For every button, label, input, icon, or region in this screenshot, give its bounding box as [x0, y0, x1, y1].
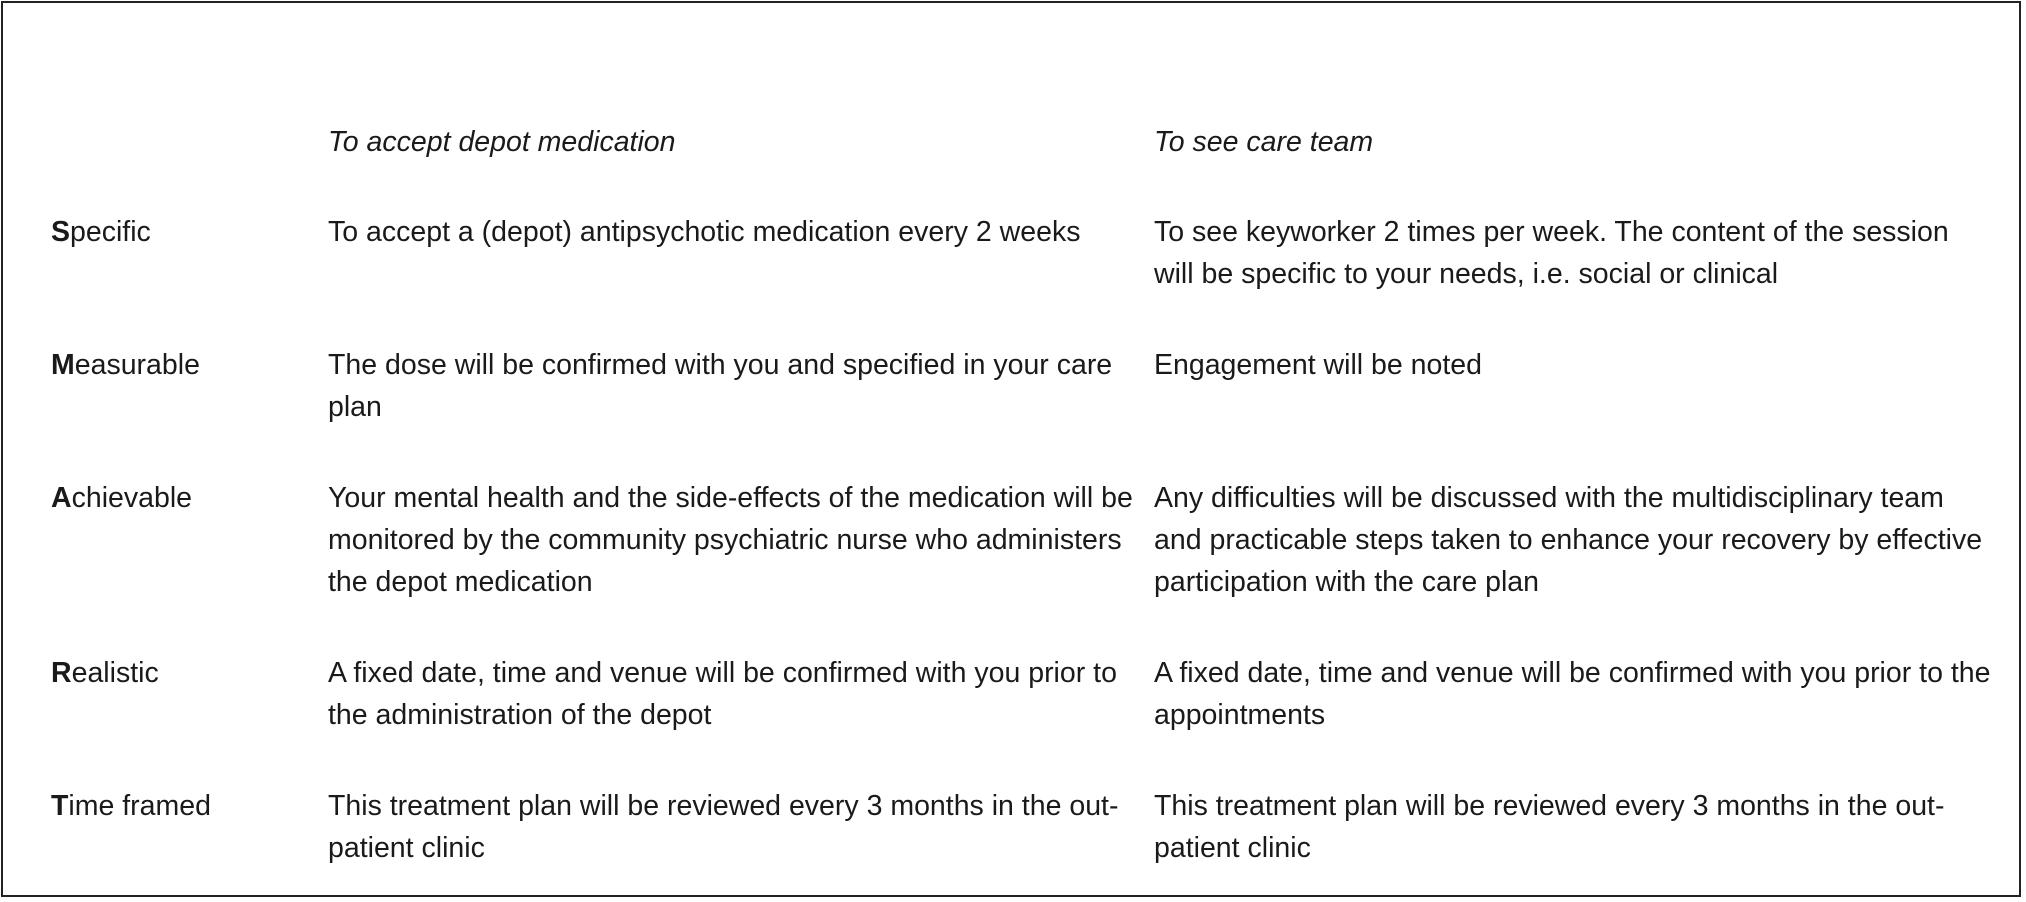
cell-text: A fixed date, time and venue will be confirmed with you prior to the appointments — [1154, 657, 1991, 731]
cell-text: A fixed date, time and venue will be confirmed with you prior to the administration of the depot — [328, 657, 1117, 731]
row-label-rest: ime framed — [68, 790, 211, 822]
row-initial: T — [51, 790, 69, 822]
cell-care-team-measurable — [1154, 344, 2011, 477]
table-row — [51, 785, 2011, 869]
row-label-realistic — [51, 652, 328, 785]
row-label-measurable — [51, 344, 328, 477]
row-initial: S — [51, 216, 71, 248]
row-label-specific — [51, 211, 328, 344]
row-label-time-framed — [51, 785, 328, 869]
row-label-rest: pecific — [70, 216, 151, 248]
row-initial: R — [51, 657, 72, 689]
cell-text: This treatment plan will be reviewed every 3 months in the out-patient clinic — [1154, 790, 1945, 864]
header-goal-care-team: To see care team — [1154, 126, 1374, 158]
table-row — [51, 652, 2011, 785]
table-row — [51, 211, 2011, 344]
cell-depot-measurable — [328, 344, 1154, 477]
table-row — [51, 344, 2011, 477]
row-initial: A — [51, 482, 72, 514]
cell-depot-time-framed — [328, 785, 1154, 869]
cell-depot-specific — [328, 211, 1154, 344]
cell-text: To accept a (depot) antipsychotic medication every 2 weeks — [328, 216, 1081, 248]
header-goal-depot: To accept depot medication — [328, 126, 676, 158]
cell-text: The dose will be confirmed with you and specified in your care plan — [328, 349, 1113, 423]
cell-care-team-time-framed — [1154, 785, 2011, 869]
row-label-rest: ealistic — [71, 657, 159, 689]
row-label-achievable — [51, 477, 328, 652]
cell-depot-achievable — [328, 477, 1154, 652]
cell-text: This treatment plan will be reviewed every 3 months in the out-patient clinic — [328, 790, 1119, 864]
cell-text: Your mental health and the side-effects of the medication will be monitored by the community psychiatric nurse who administers the depot medication — [328, 482, 1133, 598]
header-label-cell — [51, 121, 328, 211]
smart-goals-table — [51, 121, 2011, 869]
cell-care-team-achievable — [1154, 477, 2011, 652]
row-label-rest: chievable — [71, 482, 193, 514]
header-row — [51, 121, 2011, 211]
row-initial: M — [51, 349, 75, 381]
document-frame — [1, 1, 2021, 897]
cell-care-team-realistic — [1154, 652, 2011, 785]
cell-text: Engagement will be noted — [1154, 349, 1482, 381]
row-label-rest: easurable — [74, 349, 200, 381]
cell-depot-realistic — [328, 652, 1154, 785]
cell-care-team-specific — [1154, 211, 2011, 344]
table-row — [51, 477, 2011, 652]
cell-text: Any difficulties will be discussed with the multidisciplinary team and practicable steps taken to enhance your recovery by effective participation with the care plan — [1154, 482, 1983, 598]
cell-text: To see keyworker 2 times per week. The content of the session will be specific to your needs, i.e. social or clinical — [1154, 216, 1949, 290]
